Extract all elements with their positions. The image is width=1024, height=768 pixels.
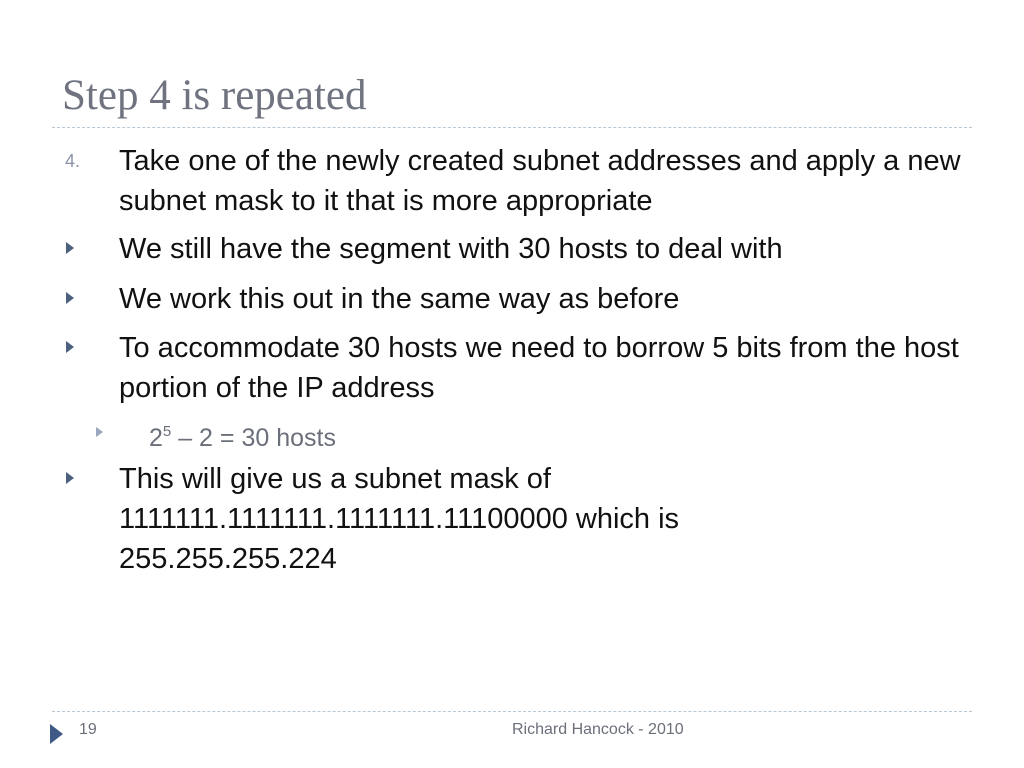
formula-rest: – 2 = 30 hosts xyxy=(171,424,336,452)
footer-author: Richard Hancock - 2010 xyxy=(512,721,684,738)
sub-bullet-triangle-icon xyxy=(96,427,103,437)
power-base: 2 xyxy=(149,424,163,452)
bullet-triangle-icon xyxy=(66,341,74,353)
item-text: This will give us a subnet mask of 1111111.1111111.1111111.11100000 which is 255.255.255.224 xyxy=(119,463,680,575)
item-text: Take one of the newly created subnet addresses and apply a new subnet mask to it that is more appropriate xyxy=(119,145,961,217)
bullet-triangle-icon xyxy=(66,472,74,484)
power-exponent: 5 xyxy=(162,423,172,440)
item-text: We work this out in the same way as before xyxy=(119,283,680,315)
footer-divider xyxy=(52,711,972,712)
sub-item-text xyxy=(149,416,336,454)
slide-title: Step 4 is repeated xyxy=(62,72,367,119)
page-number: 19 xyxy=(79,721,97,738)
footer-triangle-icon xyxy=(50,724,63,744)
bullet-triangle-icon xyxy=(66,292,74,304)
item-text: We still have the segment with 30 hosts to deal with xyxy=(119,233,783,265)
bullet-triangle-icon xyxy=(66,242,74,254)
title-divider xyxy=(52,127,972,128)
item-text: To accommodate 30 hosts we need to borrow 5 bits from the host portion of the IP address xyxy=(119,332,959,404)
item-number: 4. xyxy=(65,151,81,171)
